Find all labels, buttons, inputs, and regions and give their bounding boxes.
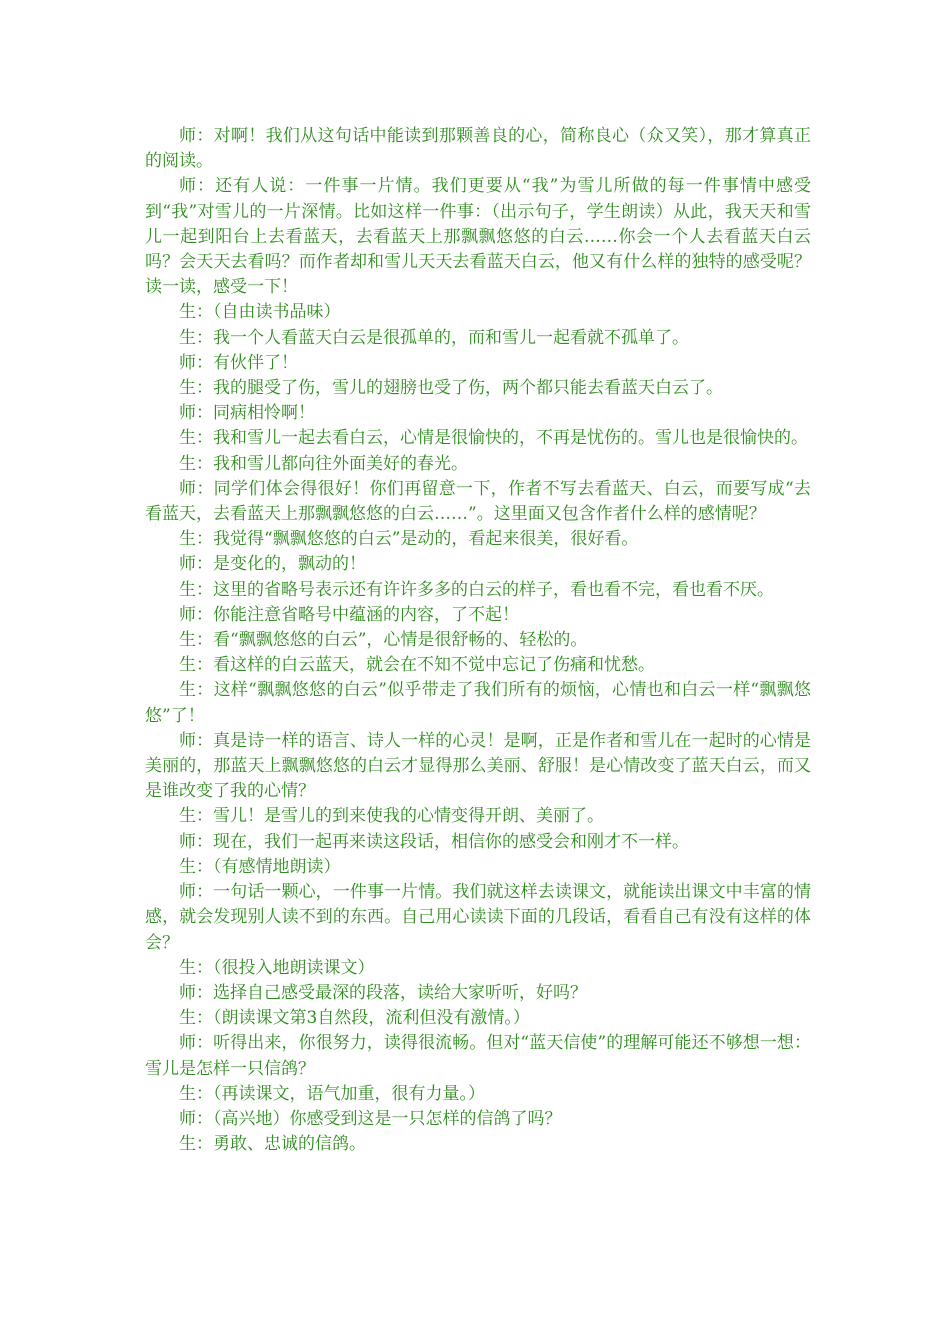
paragraph: 师：同学们体会得很好！你们再留意一下，作者不写去看蓝天、白云，而要写成“去看蓝天，去看蓝天上那飘飘悠悠的白云……”。这里面又包含作者什么样的感情呢？ xyxy=(145,478,811,525)
paragraph: 生：我和雪儿都向往外面美好的春光。 xyxy=(179,453,468,474)
paragraph: 师：还有人说：一件事一片情。我们更要从“我”为雪儿所做的每一件事情中感受到“我”对雪儿的一片深情。比如这样一件事：（出示句子，学生朗读）从此，我天天和雪儿一起到阳台上去看蓝天，去看蓝天上那飘飘悠悠的白云……你会一个人去看蓝天白云吗？会天天去看吗？而作者却和雪儿天天去看蓝天白云，他又有什么样的独特的感受呢？读一读，感受一下！ xyxy=(145,176,811,298)
paragraph: 生：我觉得“飘飘悠悠的白云”是动的，看起来很美，很好看。 xyxy=(179,529,639,550)
paragraph: 生：我和雪儿一起去看白云，心情是很愉快的，不再是忧伤的。雪儿也是很愉快的。 xyxy=(179,428,808,449)
paragraph: 师：真是诗一样的语言、诗人一样的心灵！是啊，正是作者和雪儿在一起时的心情是美丽的，那蓝天上飘飘悠悠的白云才显得那么美丽、舒服！是心情改变了蓝天白云，而又是谁改变了我的心情？ xyxy=(145,730,811,802)
document-body xyxy=(145,124,811,1157)
paragraph: 生：这样“飘飘悠悠的白云”似乎带走了我们所有的烦恼，心情也和白云一样“飘飘悠悠”了！ xyxy=(145,680,811,726)
paragraph: 生：勇敢、忠诚的信鸽。 xyxy=(179,1134,366,1155)
paragraph: 师：（高兴地）你感受到这是一只怎样的信鸽了吗？ xyxy=(179,1108,562,1129)
paragraph: 生：看这样的白云蓝天，就会在不知不觉中忘记了伤痛和忧愁。 xyxy=(179,655,655,676)
paragraph: 生：（再读课文，语气加重，很有力量。） xyxy=(179,1083,485,1104)
paragraph: 生：我一个人看蓝天白云是很孤单的，而和雪儿一起看就不孤单了。 xyxy=(179,327,689,348)
paragraph: 生：（朗读课文第3自然段，流利但没有激情。） xyxy=(179,1008,530,1029)
paragraph: 生：我的腿受了伤，雪儿的翅膀也受了伤，两个都只能去看蓝天白云了。 xyxy=(179,378,723,399)
paragraph: 师：是变化的，飘动的！ xyxy=(179,554,366,575)
paragraph: 生：雪儿！是雪儿的到来使我的心情变得开朗、美丽了。 xyxy=(179,806,604,827)
paragraph: 师：同病相怜啊！ xyxy=(179,403,315,424)
paragraph: 师：现在，我们一起再来读这段话，相信你的感受会和刚才不一样。 xyxy=(179,831,689,852)
paragraph: 师：你能注意省略号中蕴涵的内容，了不起！ xyxy=(179,604,519,625)
paragraph: 师：选择自己感受最深的段落，读给大家听听，好吗？ xyxy=(179,982,587,1003)
paragraph: 生：（自由读书品味） xyxy=(179,302,341,323)
paragraph: 师：听得出来，你很努力，读得很流畅。但对“蓝天信使”的理解可能还不够想一想：雪儿是怎样一只信鸽？ xyxy=(145,1033,811,1079)
paragraph: 生：这里的省略号表示还有许许多多的白云的样子，看也看不完，看也看不厌。 xyxy=(179,579,774,600)
paragraph: 师：对啊！我们从这句话中能读到那颗善良的心，简称良心（众又笑），那才算真正的阅读。 xyxy=(145,126,811,172)
paragraph: 师：有伙伴了！ xyxy=(179,352,298,373)
paragraph: 生：（有感情地朗读） xyxy=(179,856,341,877)
paragraph: 生：看“飘飘悠悠的白云”，心情是很舒畅的、轻松的。 xyxy=(179,630,588,651)
paragraph: 师：一句话一颗心，一件事一片情。我们就这样去读课文，就能读出课文中丰富的情感，就会发现别人读不到的东西。自己用心读读下面的几段话，看看自己有没有这样的体会？ xyxy=(145,882,811,953)
paragraph: 生：（很投入地朗读课文） xyxy=(179,957,375,978)
